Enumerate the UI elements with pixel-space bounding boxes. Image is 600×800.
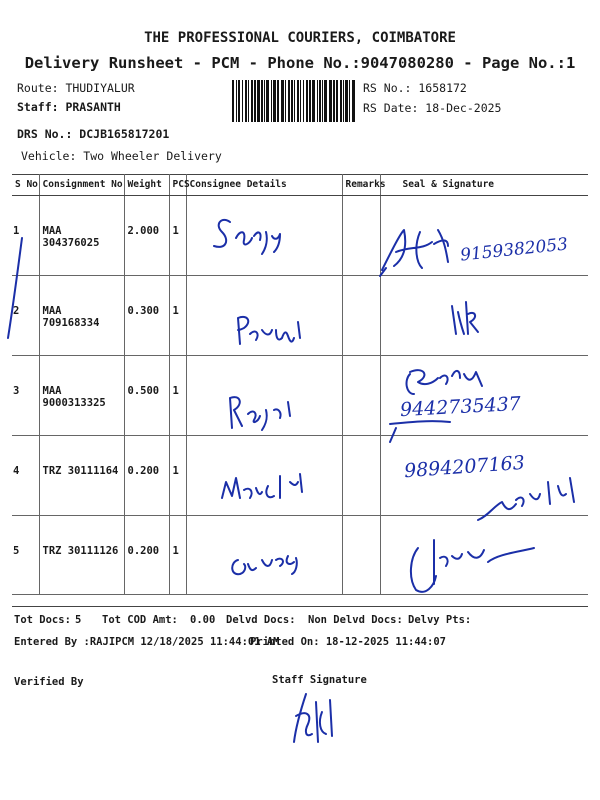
barcode-bar xyxy=(236,80,237,122)
row-consignment: TRZ 30111164 xyxy=(42,465,119,477)
barcode-bar xyxy=(277,80,279,122)
row-sno: 5 xyxy=(13,545,20,557)
tot-docs-value: 5 xyxy=(75,614,82,626)
runsheet-subtitle: Delivery Runsheet - PCM - Phone No.:9047080280 - Page No.:1 xyxy=(24,54,576,72)
row-sno: 1 xyxy=(13,225,20,237)
row-weight: 0.500 xyxy=(127,385,160,397)
col-header-remarks: Remarks xyxy=(342,174,380,196)
row-pcs: 1 xyxy=(172,225,179,237)
barcode-bar xyxy=(285,80,286,122)
barcode-bar xyxy=(281,80,284,122)
staff-signature-mark xyxy=(294,694,332,742)
row-pcs: 1 xyxy=(172,385,179,397)
row-consignment: MAA 9000313325 xyxy=(42,385,106,409)
col-header-consignee: Consignee Details xyxy=(186,174,342,196)
table-bottom-rule xyxy=(12,606,588,607)
row-pcs: 1 xyxy=(172,545,179,557)
barcode-bar xyxy=(248,80,249,122)
entered-by: Entered By :RAJIPCM 12/18/2025 11:44:01 AM xyxy=(14,636,280,648)
table-header-row xyxy=(12,174,588,196)
table-row xyxy=(12,196,588,276)
barcode-bar xyxy=(254,80,256,122)
col-header-seal: Seal & Signature xyxy=(380,174,588,196)
barcode-bar xyxy=(319,80,321,122)
barcode-bar xyxy=(312,80,315,122)
delvy-pts-label: Delvy Pts: xyxy=(408,614,472,626)
tot-cod-value: 0.00 xyxy=(190,614,216,626)
verified-by-label: Verified By xyxy=(14,676,84,688)
barcode-bar xyxy=(324,80,327,122)
barcode-bar xyxy=(306,80,308,122)
row-weight: 0.200 xyxy=(127,465,160,477)
barcode-bar xyxy=(288,80,290,122)
barcode-bar xyxy=(303,80,304,122)
barcode-bar xyxy=(291,80,293,122)
col-header-pcs: PCS xyxy=(169,174,186,196)
barcode-bar xyxy=(329,80,332,122)
row-weight: 0.200 xyxy=(127,545,160,557)
barcode-bar xyxy=(264,80,265,122)
barcode-bar xyxy=(297,80,299,122)
remarks-cell xyxy=(342,276,380,356)
consignee-cell xyxy=(186,436,342,516)
col-header-sno: S No xyxy=(12,174,39,196)
row-pcs: 1 xyxy=(172,305,179,317)
seal-note-1: 9159382053 xyxy=(459,234,569,266)
barcode-bar xyxy=(309,80,311,122)
consignee-cell xyxy=(186,356,342,436)
tot-docs-label: Tot Docs: xyxy=(14,614,71,626)
staff-signature-label: Staff Signature xyxy=(272,674,367,686)
remarks-cell xyxy=(342,196,380,276)
seal-note-3: 9442735437 xyxy=(399,392,522,422)
barcode-bar xyxy=(266,80,269,122)
barcode-bar xyxy=(300,80,301,122)
row-weight: 0.300 xyxy=(127,305,160,317)
barcode-bar xyxy=(317,80,318,122)
barcode-bar xyxy=(251,80,253,122)
row-pcs: 1 xyxy=(172,465,179,477)
printed-on: Printed On: 18-12-2025 11:44:07 xyxy=(250,636,446,648)
barcode-bar xyxy=(343,80,344,122)
seal-cell xyxy=(380,516,588,595)
barcode-bar xyxy=(322,80,323,122)
delvd-docs-label: Delvd Docs: xyxy=(226,614,296,626)
barcode-bar xyxy=(271,80,272,122)
seal-cell xyxy=(380,276,588,356)
barcode-bar xyxy=(238,80,240,122)
barcode-bar xyxy=(257,80,260,122)
row-sno: 3 xyxy=(13,385,20,397)
table-row xyxy=(12,516,588,595)
seal-note-4: 9894207163 xyxy=(403,451,526,483)
rs-number: RS No.: 1658172 xyxy=(363,81,467,95)
barcode-bar xyxy=(336,80,338,122)
non-delvd-docs-label: Non Delvd Docs: xyxy=(308,614,403,626)
remarks-cell xyxy=(342,436,380,516)
row-consignment: MAA 709168334 xyxy=(42,305,100,329)
route-label: Route: THUDIYALUR xyxy=(17,81,135,95)
drs-number: DRS No.: DCJB165817201 xyxy=(17,127,170,141)
barcode-bar xyxy=(242,80,243,122)
col-header-weight: Weight xyxy=(124,174,169,196)
barcode-bar xyxy=(261,80,263,122)
row-sno: 2 xyxy=(13,305,20,317)
row-consignment: MAA 304376025 xyxy=(42,225,100,249)
col-header-consignment: Consignment No xyxy=(39,174,124,196)
row-consignment: TRZ 30111126 xyxy=(42,545,119,557)
runsheet-table xyxy=(12,174,588,595)
barcode-bar xyxy=(232,80,234,122)
staff-label: Staff: PRASANTH xyxy=(17,100,121,114)
remarks-cell xyxy=(342,356,380,436)
barcode-image xyxy=(232,80,356,122)
rs-date: RS Date: 18-Dec-2025 xyxy=(363,101,502,115)
barcode-bar xyxy=(340,80,342,122)
barcode-bar xyxy=(273,80,276,122)
barcode-bar xyxy=(349,80,350,122)
barcode-bar xyxy=(333,80,335,122)
barcode-bar xyxy=(245,80,247,122)
consignee-cell xyxy=(186,516,342,595)
table-row xyxy=(12,436,588,516)
row-sno: 4 xyxy=(13,465,20,477)
remarks-cell xyxy=(342,516,380,595)
vehicle-label: Vehicle: Two Wheeler Delivery xyxy=(21,149,222,163)
barcode-bar xyxy=(352,80,355,122)
barcode-bar xyxy=(294,80,295,122)
tot-cod-label: Tot COD Amt: xyxy=(102,614,178,626)
company-title: THE PROFESSIONAL COURIERS, COIMBATORE xyxy=(144,30,456,46)
row-weight: 2.000 xyxy=(127,225,160,237)
barcode-bar xyxy=(345,80,348,122)
